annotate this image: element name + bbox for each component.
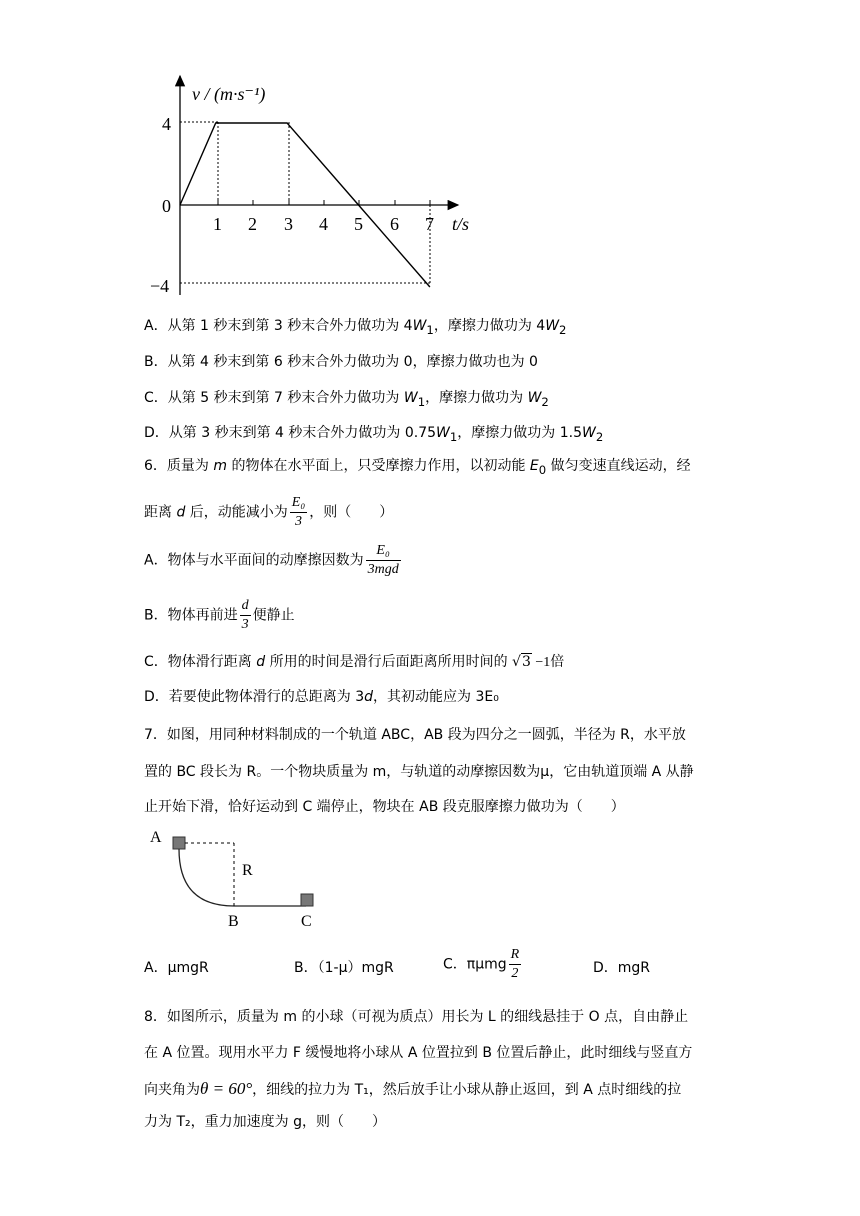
- x-tick-label: 3: [284, 214, 293, 234]
- q8-stem-line-3: 向夹角为θ = 60°，细线的拉力为 T₁，然后放手让小球从静止返回，到 A 点时细线的拉: [144, 1079, 682, 1098]
- fraction: $\frac{R}{2}$: [510, 947, 520, 981]
- fraction: $\frac{\text{E₀}}{3}$: [291, 495, 306, 529]
- x-axis-label: t/s: [452, 214, 470, 234]
- q7-stem-line-1: 7．如图，用同种材料制成的一个轨道 ABC，AB 段为四分之一圆弧，半径为 R，水平放: [144, 727, 686, 743]
- q6-option-a: A．物体与水平面间的动摩擦因数为 $\frac{\text{E₀}}{\text{3mgd}}$: [144, 543, 399, 577]
- block-at-c: [301, 894, 313, 906]
- x-tick-label: 5: [354, 214, 363, 234]
- fraction: $\frac{d}{3}$: [241, 598, 249, 632]
- label-b: B: [228, 913, 239, 930]
- label-c: C: [301, 913, 312, 930]
- label-r: R: [242, 862, 253, 879]
- q5-option-d: D．从第 3 秒末到第 4 秒末合外力做功为 $0.75W_1$，摩擦力做功为 $1.5W_2$: [144, 425, 604, 444]
- x-tick-label: 7: [425, 214, 434, 234]
- y-tick-label: 4: [162, 114, 171, 134]
- track-diagram: [148, 826, 328, 930]
- q8-stem-line-2: 在 A 位置。现用水平力 F 缓慢地将小球从 A 位置拉到 B 位置后静止，此时细线与竖直方: [144, 1045, 693, 1061]
- q7-option-a: A．μmgR: [144, 960, 209, 976]
- arc-ab: [179, 849, 234, 906]
- x-tick-label: 2: [248, 214, 257, 234]
- q6-option-c: C．物体滑行距离 d 所用的时间是滑行后面距离所用时间的 √3 −1倍: [144, 654, 565, 670]
- velocity-time-graph: [150, 70, 480, 300]
- block-at-a: [173, 837, 185, 849]
- q6-stem-line-1: 6．质量为 m 的物体在水平面上，只受摩擦力作用，以初动能 $E_0$ 做匀变速直线运动，经: [144, 458, 691, 477]
- x-tick-label: 4: [319, 214, 328, 234]
- q6-option-d: D．若要使此物体滑行的总距离为 3d，其初动能应为 3E₀: [144, 689, 499, 705]
- q6-option-b: B．物体再前进 $\frac{d}{3}$ 便静止: [144, 598, 295, 632]
- q6-stem-line-2: 距离 d 后，动能减小为 $\frac{\text{E₀}}{3}$ ，则（ ）: [144, 495, 394, 529]
- y-tick-label: 0: [162, 196, 171, 216]
- x-tick-label: 6: [390, 214, 399, 234]
- q7-option-d: D．mgR: [593, 960, 651, 976]
- q8-stem-line-1: 8．如图所示，质量为 m 的小球（可视为质点）用长为 L 的细线悬挂于 O 点，自由静止: [144, 1009, 689, 1025]
- q7-stem-line-2: 置的 BC 段长为 R。一个物块质量为 m，与轨道的动摩擦因数为μ，它由轨道顶端 A 从静: [144, 764, 694, 780]
- q5-option-b: B．从第 4 秒末到第 6 秒末合外力做功为 0，摩擦力做功也为 0: [144, 354, 538, 370]
- y-axis-label: v / (m·s⁻¹): [192, 84, 266, 104]
- x-tick-label: 1: [213, 214, 222, 234]
- label-a: A: [150, 829, 162, 846]
- q5-option-a: A．从第 1 秒末到第 3 秒末合外力做功为 $4W_1$，摩擦力做功为 $4W_2$: [144, 318, 567, 337]
- q5-option-c: C．从第 5 秒末到第 7 秒末合外力做功为 $W_1$，摩擦力做功为 $W_2$: [144, 390, 549, 409]
- fraction: $\frac{\text{E₀}}{\text{3mgd}}$: [367, 543, 399, 577]
- q7-stem-line-3: 止开始下滑，恰好运动到 C 端停止，物块在 AB 段克服摩擦力做功为（ ）: [144, 799, 625, 815]
- q7-option-b: B．（1-μ）mgR: [294, 960, 394, 976]
- y-tick-label: −4: [150, 276, 170, 296]
- q8-stem-line-4: 力为 T₂，重力加速度为 g，则（ ）: [144, 1114, 386, 1130]
- q7-option-c: C．πμmg $\frac{R}{2}$: [443, 947, 520, 981]
